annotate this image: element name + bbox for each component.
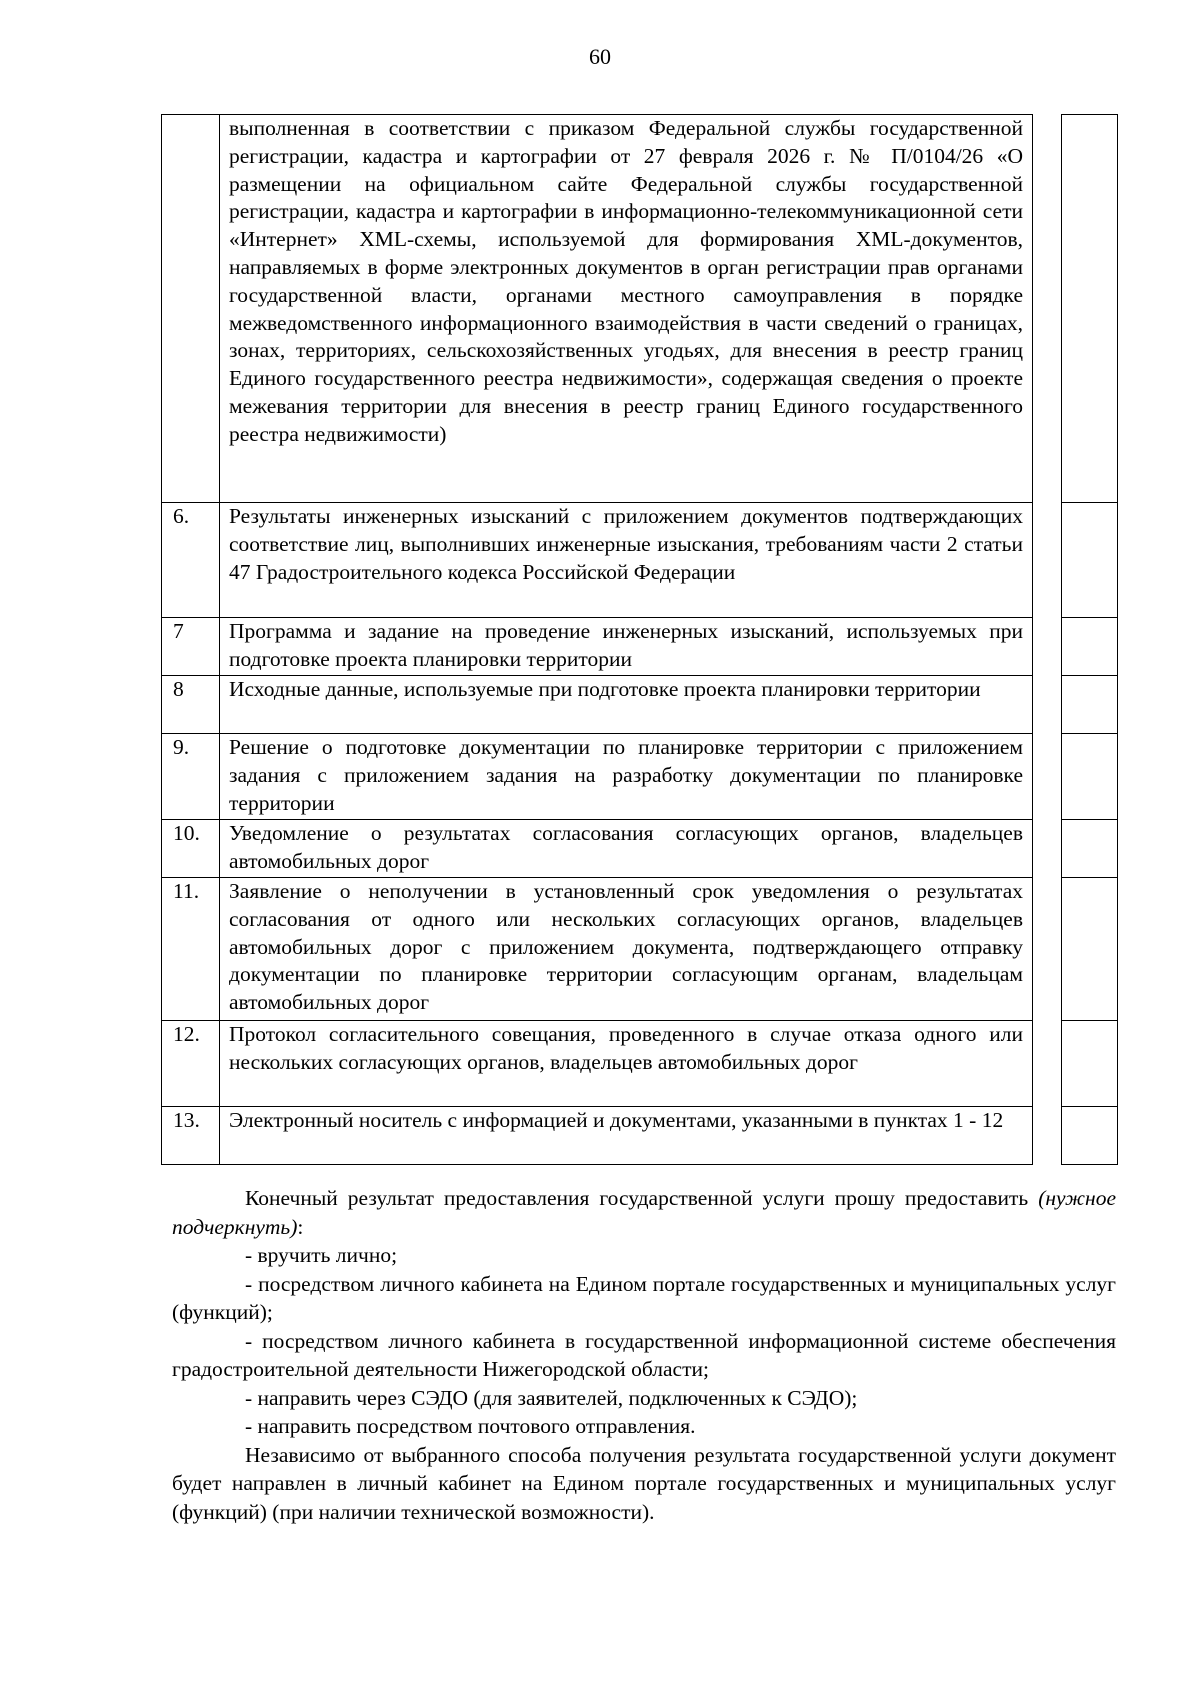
table-row [162, 734, 1033, 820]
intro-text: Конечный результат предоставления государственной услуги прошу предоставить [245, 1186, 1039, 1210]
row-number: 11. [162, 878, 220, 1021]
mark-cell-row [1062, 820, 1118, 878]
row-number: 6. [162, 503, 220, 618]
mark-cell-row [1062, 1021, 1118, 1107]
intro-paragraph [172, 1184, 1116, 1241]
mark-cell-row [1062, 1107, 1118, 1165]
mark-cell [1062, 115, 1118, 503]
table-row [162, 878, 1033, 1021]
mark-cell-row [1062, 503, 1118, 618]
option-paragraph: - посредством личного кабинета на Едином портале государственных и муниципальных услуг (функций); [172, 1271, 1116, 1324]
row-number: 7 [162, 618, 220, 676]
option-paragraph: - направить посредством почтового отправления. [245, 1414, 696, 1438]
mark-cell [1062, 1107, 1118, 1165]
row-number: 10. [162, 820, 220, 878]
row-text: Протокол согласительного совещания, проведенного в случае отказа одного или нескольких согласующих органов, владельцев автомобильных дорог [220, 1021, 1033, 1107]
row-text: Решение о подготовке документации по планировке территории с приложением задания с приложением задания на разработку документации по планировке территории [220, 734, 1033, 820]
mark-cell [1062, 503, 1118, 618]
mark-cell-row [1062, 115, 1118, 503]
table-row [162, 503, 1033, 618]
mark-cell [1062, 820, 1118, 878]
mark-cell [1062, 878, 1118, 1021]
intro-note: (нужное подчеркнуть) [172, 1186, 1116, 1239]
row-number: 13. [162, 1107, 220, 1165]
row-text: Электронный носитель с информацией и документами, указанными в пунктах 1 - 12 [220, 1107, 1033, 1165]
row-number [162, 115, 220, 503]
row-text: Заявление о неполучении в установленный срок уведомления о результатах согласования от одного или нескольких согласующих органов, владельцев автомобильных дорог с приложением документа, подтверждающего отправку документации по планировке территории согласующим органам, владельцам автомобильных дорог [220, 878, 1033, 1021]
result-delivery-section [172, 1184, 1116, 1526]
option-paragraph: - посредством личного кабинета в государственной информационной системе обеспечения градостроительной деятельности Нижегородской области; [172, 1328, 1116, 1381]
mark-cell-row [1062, 734, 1118, 820]
mark-cell-row [1062, 878, 1118, 1021]
row-text: Программа и задание на проведение инженерных изысканий, используемых при подготовке проекта планировки территории [220, 618, 1033, 676]
row-number: 8 [162, 676, 220, 734]
closing-paragraph: Независимо от выбранного способа получения результата государственной услуги документ будет направлен в личный кабинет на Едином портале государственных и муниципальных услуг (функций) (при наличии технической возможности). [172, 1442, 1116, 1524]
page-number: 60 [589, 44, 611, 69]
table-row [162, 1107, 1033, 1165]
table-row [162, 618, 1033, 676]
mark-cell-row [1062, 618, 1118, 676]
mark-cell [1062, 618, 1118, 676]
row-text: Результаты инженерных изысканий с приложением документов подтверждающих соответствие лиц, выполнивших инженерные изыскания, требованиям части 2 статьи 47 Градостроительного кодекса Российской Федерации [220, 503, 1033, 618]
table-row [162, 115, 1033, 503]
mark-cell-row [1062, 676, 1118, 734]
option-paragraph: - направить через СЭДО (для заявителей, подключенных к СЭДО); [245, 1385, 858, 1410]
table-row [162, 676, 1033, 734]
table-row [162, 1021, 1033, 1107]
row-text: выполненная в соответствии с приказом Федеральной службы государственной регистрации, кадастра и картографии от 27 февраля 2026 г. № П/0104/26 «О размещении на официальном сайте Федеральной службы государственной регистрации, кадастра и картографии в информационно-телекоммуникационной сети «Интернет» XML-схемы, используемой для формирования XML-документов, направляемых в форме электронных документов в орган регистрации прав органами государственной власти, органами местного самоуправления в порядке межведомственного информационного взаимодействия в части сведений о границах, зонах, территориях, сельскохозяйственных угодьях, для внесения в реестр границ Единого государственного реестра недвижимости», содержащая сведения о проекте межевания территории для внесения в реестр границ Единого государственного реестра недвижимости) [220, 115, 1033, 503]
row-number: 9. [162, 734, 220, 820]
mark-cell [1062, 734, 1118, 820]
mark-column-table [1061, 114, 1118, 1165]
intro-end: : [297, 1214, 304, 1239]
row-text: Уведомление о результатах согласования согласующих органов, владельцев автомобильных дорог [220, 820, 1033, 878]
row-text: Исходные данные, используемые при подготовке проекта планировки территории [220, 676, 1033, 734]
table-row [162, 820, 1033, 878]
mark-cell [1062, 676, 1118, 734]
option-paragraph: - вручить лично; [245, 1243, 398, 1267]
row-number: 12. [162, 1021, 220, 1107]
documents-table [161, 114, 1033, 1165]
mark-cell [1062, 1021, 1118, 1107]
